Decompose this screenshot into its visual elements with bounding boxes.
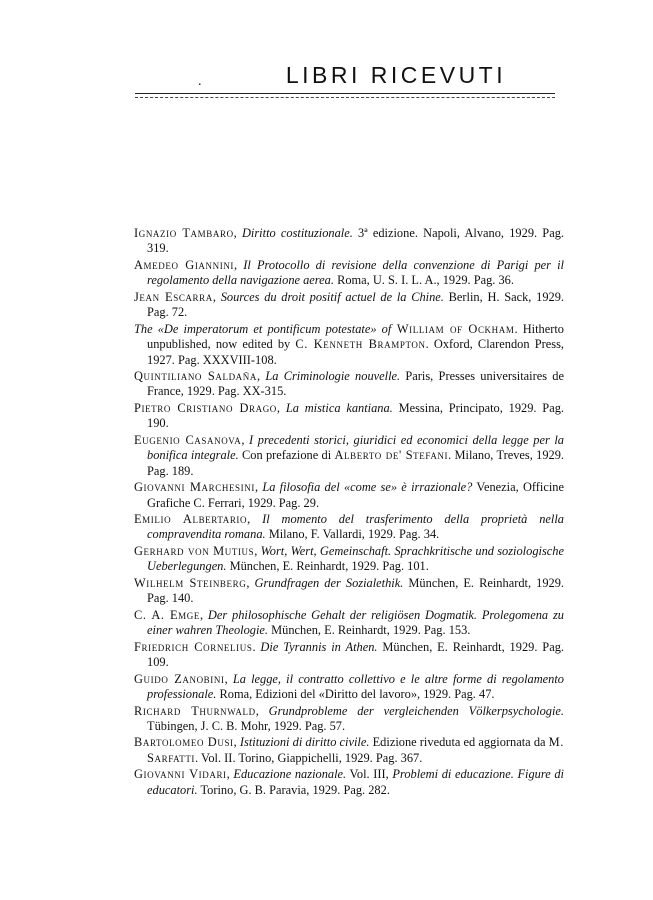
entry-editor: Alberto de' Stefani (334, 448, 449, 463)
entry-author: Giovanni Vidari (134, 767, 227, 782)
book-entry (134, 369, 564, 400)
book-list (134, 226, 564, 799)
book-entry (134, 608, 564, 639)
book-entry (134, 735, 564, 766)
entry-title: La mistica kantiana. (285, 400, 393, 415)
book-entry (134, 258, 564, 289)
entry-author: William of Ockham (391, 321, 515, 336)
book-entry (134, 226, 564, 257)
entry-author: Pietro Cristiano Drago (134, 400, 277, 415)
entry-details: Vol. III, (346, 767, 393, 782)
entry-title: The «De imperatorum et pontificum potestate» of (134, 321, 392, 336)
entry-author: Guido Zanobini (134, 671, 225, 686)
book-entry (134, 704, 564, 735)
entry-separator: , (233, 735, 240, 750)
entry-details: Milano, F. Vallardi, 1929. Pag. 34. (265, 527, 440, 542)
entry-separator: , (247, 512, 263, 527)
entry-details: München, E. Reinhardt, 1929. Pag. 153. (268, 623, 471, 638)
entry-details: Paris, Presses universitaires de France, 1929. Pag. XX-315. (147, 369, 565, 399)
book-entry (134, 512, 564, 543)
book-entry (134, 480, 564, 511)
entry-separator: , (255, 703, 269, 718)
title-dot: . (198, 74, 202, 89)
entry-separator: , (212, 289, 221, 304)
entry-separator: , (226, 767, 234, 782)
entry-details: München, E. Reinhardt, 1929. Pag. 140. (147, 575, 565, 606)
entry-details: . Hitherto unpublished, now edited by (147, 321, 565, 352)
entry-separator: , (233, 226, 242, 240)
page-title: LIBRI RICEVUTI (285, 62, 507, 88)
entry-title: I precedenti storici, giuridici ed economici della legge per la bonifica integrale. (147, 432, 565, 463)
entry-title: Il momento del trasferimento della proprietà nella compravendita romana. (147, 512, 564, 542)
entry-editor: M. Sarfatti (147, 735, 564, 765)
entry-separator: , (254, 543, 261, 558)
book-entry (134, 544, 564, 575)
entry-separator: . (252, 639, 261, 654)
entry-title: Grundprobleme der vergleichenden Völkerpsychologie. (268, 703, 564, 718)
entry-details-2: . Milano, Treves, 1929. Pag. 189. (147, 448, 564, 478)
entry-author: Richard Thurnwald (134, 703, 256, 718)
entry-separator: , (256, 369, 266, 384)
entry-title: Wort, Wert, Gemeinschaft. Sprachkritische und soziologische Ueberlegungen. (147, 543, 564, 574)
entry-details: Venezia, Officine Grafiche C. Ferrari, 1929. Pag. 29. (147, 480, 564, 510)
book-entry (134, 640, 564, 671)
entry-details: Roma, U. S. I. L. A., 1929. Pag. 36. (333, 273, 514, 288)
entry-details: Roma, Edizioni del «Diritto del lavoro», 1929. Pag. 47. (216, 687, 495, 701)
entry-details-2: Torino, G. B. Paravia, 1929. Pag. 282. (197, 782, 390, 797)
entry-author: Quintiliano Saldaña (134, 369, 257, 384)
entry-title: La Criminologie nouvelle. (265, 369, 401, 384)
entry-separator: , (246, 575, 255, 590)
entry-author: C. A. Emge (134, 607, 200, 622)
entry-author: Ignazio Tambaro (134, 226, 234, 240)
book-entry (134, 433, 564, 479)
book-entry (134, 576, 564, 607)
entry-title: La legge, il contratto collettivo e le altre forme di regolamento professionale. (147, 671, 564, 701)
title-rule-dashed (135, 97, 555, 98)
entry-details: Tübingen, J. C. B. Mohr, 1929. Pag. 57. (147, 718, 346, 733)
entry-details-2: . Vol. II. Torino, Giappichelli, 1929. Pag. 367. (195, 750, 423, 765)
entry-title: Educazione nazionale. (233, 767, 347, 782)
entry-details: Berlin, H. Sack, 1929. Pag. 72. (147, 289, 565, 320)
book-entry (134, 672, 564, 703)
entry-separator: , (199, 607, 208, 622)
entry-title: Diritto costituzionale. (241, 226, 353, 240)
entry-title: Grundfragen der Sozialethik. (254, 575, 404, 590)
entry-separator: , (224, 671, 233, 686)
entry-title: Der philosophische Gehalt der religiösen Dogmatik. Prolegomena zu einer wahren Theologie. (147, 607, 564, 638)
entry-author: Eugenio Casanova (134, 432, 242, 447)
entry-title: Il Protocollo di revisione della convenzione di Parigi per il regolamento della navigazione aerea. (147, 257, 564, 288)
entry-author: Giovanni Marchesini (134, 480, 255, 495)
entry-author: Emilio Albertario (134, 512, 248, 527)
entry-details: 3ª edizione. Napoli, Alvano, 1929. Pag. 319. (147, 226, 564, 256)
entry-separator: , (276, 400, 286, 415)
entry-separator: , (241, 432, 250, 447)
entry-details-2: . Oxford, Clarendon Press, 1927. Pag. XXXVIII-108. (147, 337, 564, 367)
book-entry (134, 401, 564, 432)
entry-editor: C. Kenneth Brampton (295, 337, 426, 352)
entry-details: München, E. Reinhardt, 1929. Pag. 101. (226, 559, 429, 574)
book-entry (134, 290, 564, 321)
entry-details: Con prefazione di (238, 448, 335, 463)
entry-author: Jean Escarra (134, 289, 213, 304)
entry-title: Sources du droit positif actuel de la Chine. (220, 289, 444, 304)
book-entry (134, 767, 564, 798)
entry-separator: , (234, 257, 244, 272)
entry-author: Friedrich Cornelius (134, 639, 253, 654)
entry-title-2: Problemi di educazione. Figure di educatori. (147, 767, 565, 797)
title-rule (135, 93, 555, 94)
entry-details: Edizione riveduta ed aggiornata da (369, 735, 549, 750)
entry-details: München, E. Reinhardt, 1929. Pag. 109. (147, 639, 564, 670)
entry-separator: , (254, 480, 263, 495)
entry-details: Messina, Principato, 1929. Pag. 190. (147, 400, 564, 431)
entry-title: Istituzioni di diritto civile. (239, 735, 370, 750)
entry-title: La filosofia del «come se» è irrazionale? (262, 480, 473, 495)
entry-title: Die Tyrannis in Athen. (260, 639, 378, 654)
entry-author: Gerhard von Mutius (134, 543, 255, 558)
book-entry (134, 322, 564, 368)
entry-author: Amedeo Giannini (134, 257, 235, 272)
entry-author: Bartolomeo Dusi (134, 735, 234, 750)
entry-author: Wilhelm Steinberg (134, 575, 247, 590)
